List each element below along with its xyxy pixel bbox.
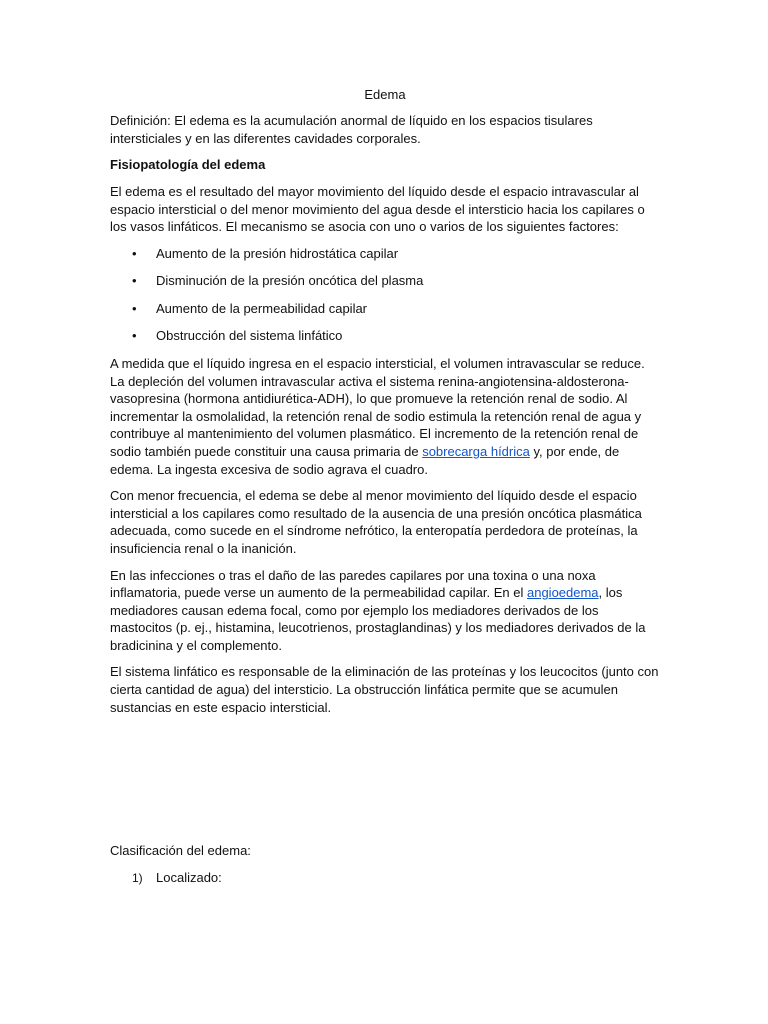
list-item-text: Localizado:: [156, 870, 222, 886]
definition-paragraph: Definición: El edema es la acumulación anormal de líquido en los espacios tisulares intersticiales y en las diferentes cavidades corporales.: [110, 113, 593, 146]
classification-heading: Clasificación del edema:: [110, 843, 251, 859]
section-heading: Fisiopatología del edema: [110, 157, 266, 173]
mechanism-text-before: A medida que el líquido ingresa en el espacio intersticial, el volumen intravascular se reduce. La depleción del volumen intravascular activa el sistema renina-angiotensina-aldosterona-vasopresina (hormona antidiurética-ADH), lo que promueve la retención renal de sodio. Al incrementar la osmolalidad, la retención renal de sodio estimula la retención renal de agua y contribuye al mantenimiento del volumen plasmático. El incremento de la retención renal de sodio también puede constituir una causa primaria de: [110, 355, 645, 459]
mechanism-paragraph: [110, 355, 660, 478]
bullet-icon: •: [132, 328, 137, 344]
bullet-icon: •: [132, 300, 137, 316]
intro-paragraph: El edema es el resultado del mayor movimiento del líquido desde el espacio intravascular al espacio intersticial o del menor movimiento del agua desde el intersticio hacia los capilares o los vasos linfáticos. El mecanismo se asocia con uno o varios de los siguientes factores:: [110, 184, 645, 235]
blank-space: [110, 725, 660, 842]
list-item-text: Obstrucción del sistema linfático: [156, 328, 343, 344]
bullet-icon: •: [132, 273, 137, 289]
factors-list: [110, 245, 660, 346]
list-item-number: 1): [132, 871, 143, 886]
list-item-text: Aumento de la permeabilidad capilar: [156, 300, 368, 316]
list-item: [110, 245, 660, 263]
angioedema-link[interactable]: angioedema: [526, 585, 599, 601]
list-item: [110, 272, 660, 290]
infection-text-after: , los mediadores causan edema focal, como por ejemplo los mediadores derivados de los mastocitos (p. ej., histamina, leucotrienos, prostaglandinas) y los mediadores derivados de la bradicinina y el complemento.: [110, 585, 646, 653]
document-page: [110, 86, 660, 887]
classification-list: [110, 869, 660, 887]
list-item: [110, 869, 660, 887]
document-title: Edema: [364, 87, 406, 102]
bullet-icon: •: [132, 245, 137, 261]
oncotic-paragraph: Con menor frecuencia, el edema se debe al menor movimiento del líquido desde el espacio intersticial a los capilares como resultado de la ausencia de una presión oncótica plasmática adecuada, como sucede en el síndrome nefrótico, la enteropatía perdedora de proteínas, la insuficiencia renal o la inanición.: [110, 488, 642, 556]
lymphatic-paragraph: El sistema linfático es responsable de la eliminación de las proteínas y los leucocitos (junto con cierta cantidad de agua) del intersticio. La obstrucción linfática permite que se acumulen sustancias en este espacio intersticial.: [110, 664, 659, 715]
mechanism-text-after: y, por ende, de edema. La ingesta excesiva de sodio agrava el cuadro.: [110, 443, 620, 477]
infection-paragraph: [110, 567, 660, 655]
sobrecarga-hidrica-link[interactable]: sobrecarga hídrica: [422, 443, 530, 459]
list-item: [110, 300, 660, 318]
list-item: [110, 327, 660, 345]
infection-text-before: En las infecciones o tras el daño de las paredes capilares por una toxina o una noxa inflamatoria, puede verse un aumento de la permeabilidad capilar. En el: [110, 567, 596, 601]
list-item-text: Aumento de la presión hidrostática capilar: [156, 245, 399, 261]
list-item-text: Disminución de la presión oncótica del plasma: [156, 273, 424, 289]
